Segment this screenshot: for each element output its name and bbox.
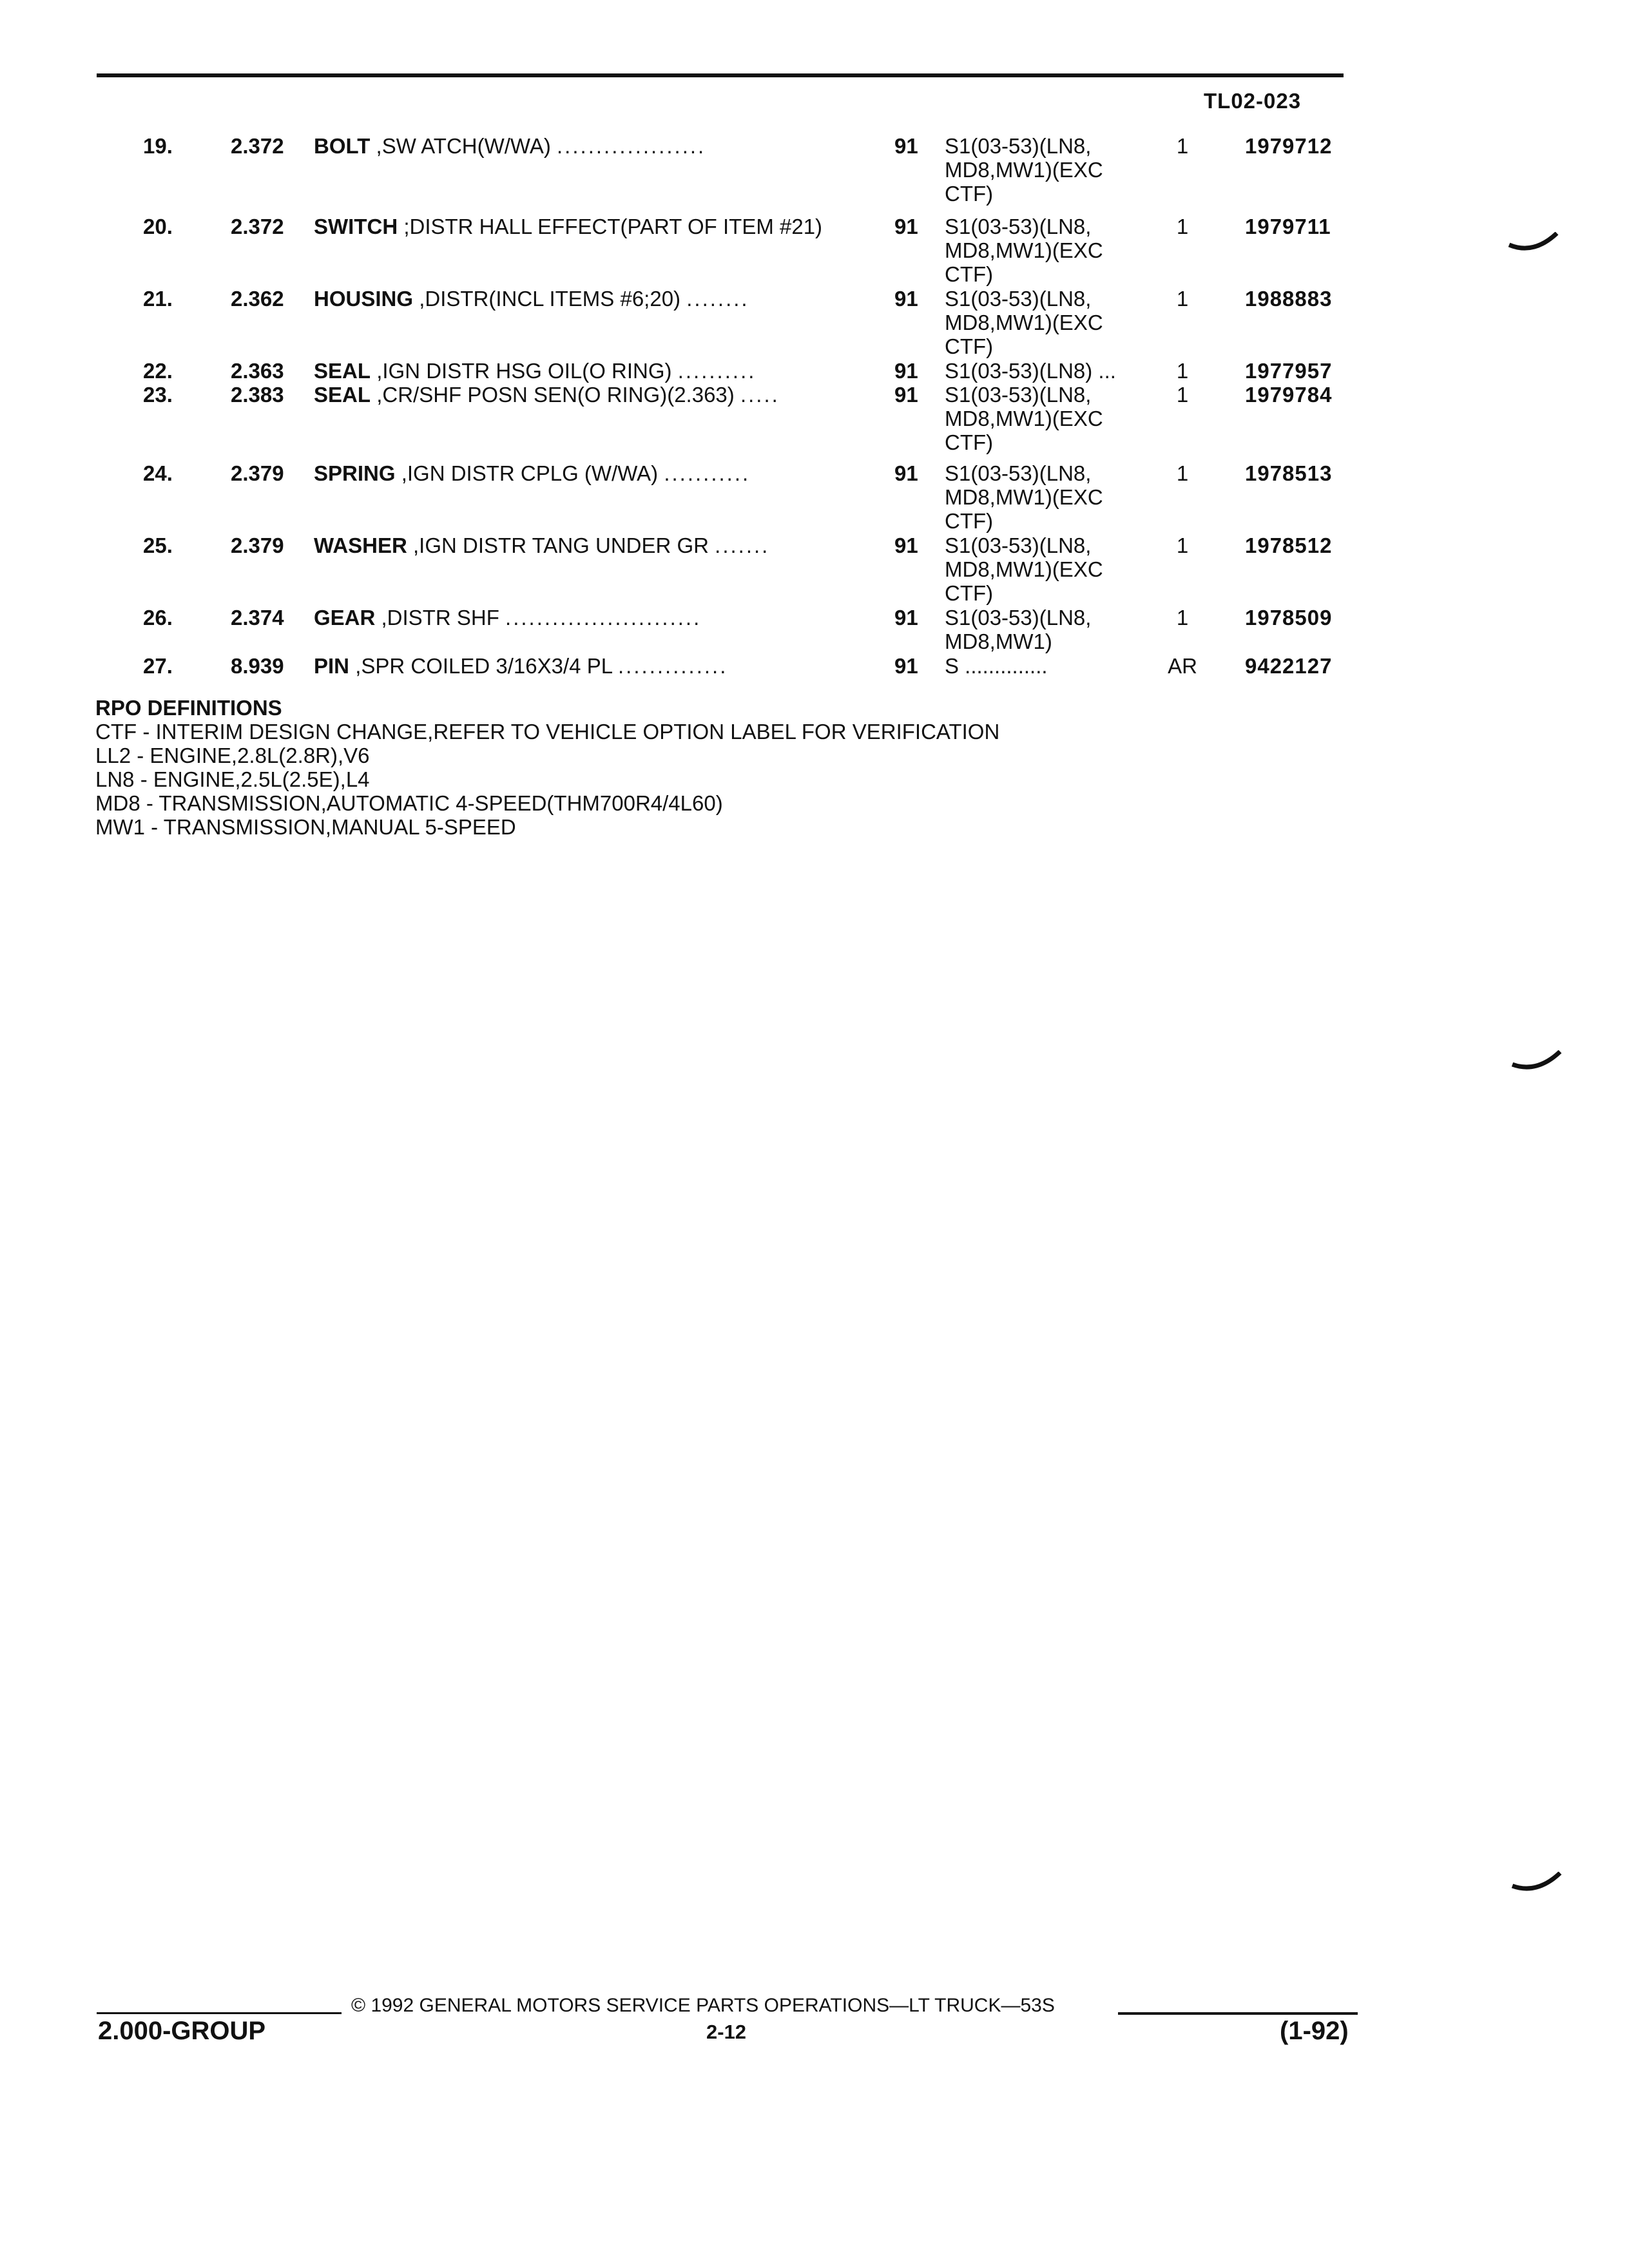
model-year: 91: [894, 461, 918, 485]
part-name: GEAR: [314, 606, 376, 629]
part-detail: ,DISTR SHF: [381, 606, 499, 629]
page-number: 2-12: [706, 2021, 747, 2043]
part-row: [0, 287, 1629, 359]
item-number: 19.: [143, 134, 173, 158]
part-detail: ,IGN DISTR HSG OIL(O RING): [376, 359, 672, 383]
part-row: [0, 383, 1629, 461]
leader-dots: ........: [686, 287, 749, 311]
model-year: 91: [894, 215, 918, 238]
part-description: [314, 461, 849, 485]
model-year: 91: [894, 383, 918, 407]
part-description: [314, 654, 849, 678]
rpo-definitions: [95, 696, 999, 839]
rpo-line: MD8 - TRANSMISSION,AUTOMATIC 4-SPEED(THM700R4/4L60): [95, 791, 723, 815]
part-description: [314, 606, 849, 629]
part-detail: ,SPR COILED 3/16X3/4 PL: [355, 654, 612, 678]
model-year: 91: [894, 654, 918, 678]
leader-dots: .....: [740, 383, 780, 407]
leader-dots: .......: [715, 533, 770, 557]
copyright-line: © 1992 GENERAL MOTORS SERVICE PARTS OPERATIONS—LT TRUCK—53S: [351, 1995, 1055, 2016]
figure-ref: 2.362: [231, 287, 284, 311]
item-number: 20.: [143, 215, 173, 238]
part-detail: ,SW ATCH(W/WA): [376, 134, 551, 158]
usage-code: S1(03-53)(LN8) ...: [945, 359, 1116, 383]
part-name: WASHER: [314, 533, 407, 557]
quantity: 1: [1176, 134, 1189, 158]
usage-code: S1(03-53)(LN8, MD8,MW1)(EXC CTF): [945, 215, 1103, 286]
part-name: PIN: [314, 654, 350, 678]
part-description: [314, 287, 849, 311]
binder-mark-icon: [1511, 1050, 1563, 1076]
quantity: 1: [1176, 533, 1189, 557]
part-number: 1978513: [1245, 461, 1333, 485]
part-description: [314, 533, 849, 557]
figure-ref: 2.379: [231, 533, 284, 557]
leader-dots: ...........: [664, 461, 751, 485]
top-rule: [97, 73, 1344, 77]
figure-ref: 2.372: [231, 215, 284, 238]
part-number: 1979711: [1245, 215, 1331, 238]
footer-rule: [97, 2012, 342, 2014]
rpo-line: LN8 - ENGINE,2.5L(2.5E),L4: [95, 767, 370, 791]
parts-list: [0, 134, 1629, 678]
footer-rule: [1118, 2012, 1358, 2015]
part-detail: ,IGN DISTR TANG UNDER GR: [413, 533, 709, 557]
part-row: [0, 134, 1629, 215]
model-year: 91: [894, 287, 918, 311]
part-description: [314, 359, 849, 383]
quantity: 1: [1176, 606, 1189, 629]
figure-ref: 2.379: [231, 461, 284, 485]
part-row: [0, 606, 1629, 654]
usage-code: S1(03-53)(LN8, MD8,MW1)(EXC CTF): [945, 287, 1103, 358]
quantity: AR: [1168, 654, 1197, 678]
part-row: [0, 461, 1629, 533]
figure-ref: 2.363: [231, 359, 284, 383]
item-number: 27.: [143, 654, 173, 678]
leader-dots: ..............: [618, 654, 728, 678]
part-detail: ;DISTR HALL EFFECT(PART OF ITEM #21): [403, 215, 823, 238]
figure-ref: 2.372: [231, 134, 284, 158]
figure-ref: 2.383: [231, 383, 284, 407]
part-row: [0, 654, 1629, 678]
part-number: 9422127: [1245, 654, 1333, 678]
figure-ref: 8.939: [231, 654, 284, 678]
part-number: 1979784: [1245, 383, 1333, 407]
part-name: SEAL: [314, 359, 371, 383]
item-number: 21.: [143, 287, 173, 311]
part-number: 1977957: [1245, 359, 1333, 383]
quantity: 1: [1176, 383, 1189, 407]
model-year: 91: [894, 606, 918, 629]
model-year: 91: [894, 533, 918, 557]
item-number: 25.: [143, 533, 173, 557]
model-year: 91: [894, 359, 918, 383]
leader-dots: .........................: [505, 606, 702, 629]
part-detail: ,CR/SHF POSN SEN(O RING)(2.363): [376, 383, 735, 407]
usage-code: S1(03-53)(LN8, MD8,MW1)(EXC CTF): [945, 533, 1103, 605]
part-number: 1988883: [1245, 287, 1333, 311]
quantity: 1: [1176, 287, 1189, 311]
binder-mark-icon: [1508, 232, 1559, 258]
part-description: [314, 215, 829, 238]
revision-date: (1-92): [1280, 2017, 1349, 2045]
part-number: 1978512: [1245, 533, 1333, 557]
quantity: 1: [1176, 461, 1189, 485]
leader-dots: ..........: [677, 359, 757, 383]
reference-code: TL02-023: [1204, 89, 1302, 113]
rpo-line: LL2 - ENGINE,2.8L(2.8R),V6: [95, 744, 370, 767]
part-description: [314, 134, 849, 158]
item-number: 23.: [143, 383, 173, 407]
part-name: SWITCH: [314, 215, 398, 238]
part-detail: ,DISTR(INCL ITEMS #6;20): [419, 287, 681, 311]
group-label: 2.000-GROUP: [98, 2017, 266, 2045]
part-name: HOUSING: [314, 287, 414, 311]
item-number: 22.: [143, 359, 173, 383]
part-name: SEAL: [314, 383, 371, 407]
quantity: 1: [1176, 359, 1189, 383]
item-number: 26.: [143, 606, 173, 629]
item-number: 24.: [143, 461, 173, 485]
usage-code: S1(03-53)(LN8, MD8,MW1)(EXC CTF): [945, 383, 1103, 454]
rpo-title: RPO DEFINITIONS: [95, 696, 282, 720]
rpo-line: CTF - INTERIM DESIGN CHANGE,REFER TO VEHICLE OPTION LABEL FOR VERIFICATION: [95, 720, 1000, 744]
usage-code: S ..............: [945, 654, 1048, 678]
model-year: 91: [894, 134, 918, 158]
part-description: [314, 383, 849, 407]
part-row: [0, 533, 1629, 606]
part-row: [0, 359, 1629, 383]
part-number: 1979712: [1245, 134, 1333, 158]
usage-code: S1(03-53)(LN8, MD8,MW1): [945, 606, 1092, 653]
part-name: BOLT: [314, 134, 371, 158]
figure-ref: 2.374: [231, 606, 284, 629]
part-name: SPRING: [314, 461, 396, 485]
part-row: [0, 215, 1629, 287]
leader-dots: ...................: [557, 134, 706, 158]
usage-code: S1(03-53)(LN8, MD8,MW1)(EXC CTF): [945, 134, 1103, 206]
binder-mark-icon: [1511, 1872, 1563, 1898]
rpo-line: MW1 - TRANSMISSION,MANUAL 5-SPEED: [95, 815, 516, 839]
quantity: 1: [1176, 215, 1189, 238]
part-detail: ,IGN DISTR CPLG (W/WA): [401, 461, 659, 485]
usage-code: S1(03-53)(LN8, MD8,MW1)(EXC CTF): [945, 461, 1103, 533]
part-number: 1978509: [1245, 606, 1333, 629]
